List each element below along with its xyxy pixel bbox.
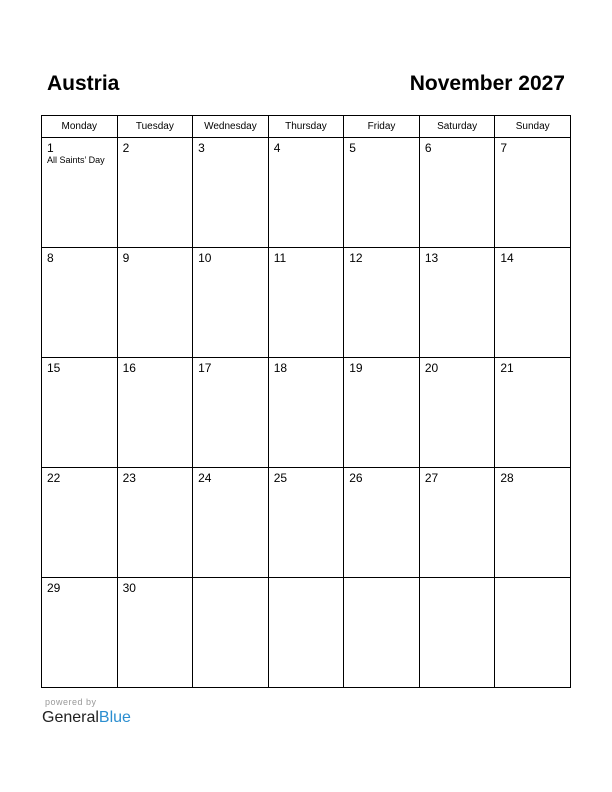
day-cell — [117, 468, 193, 578]
weekday-monday: Monday — [42, 116, 118, 138]
day-cell — [495, 248, 571, 358]
day-number: 11 — [273, 251, 287, 265]
week-row — [42, 248, 571, 358]
day-number: 18 — [273, 361, 288, 375]
day-cell — [344, 578, 420, 688]
day-cell — [42, 578, 118, 688]
day-number: 20 — [424, 361, 439, 375]
country-title: Austria — [47, 72, 120, 95]
day-cell — [344, 248, 420, 358]
day-number: 7 — [500, 141, 508, 155]
day-number: 29 — [47, 581, 61, 595]
day-cell — [495, 468, 571, 578]
day-number: 2 — [122, 141, 130, 155]
brand-general-text: General — [42, 709, 99, 726]
day-cell — [117, 248, 193, 358]
day-cell — [344, 358, 420, 468]
day-number — [193, 578, 268, 581]
day-number: 3 — [198, 141, 205, 155]
month-year-title: November 2027 — [409, 72, 565, 95]
day-number: 15 — [47, 361, 61, 375]
day-number: 14 — [500, 251, 514, 265]
day-cell — [193, 578, 269, 688]
day-number: 24 — [198, 471, 212, 485]
day-number: 9 — [122, 251, 130, 265]
day-cell — [495, 578, 571, 688]
day-cell — [117, 358, 193, 468]
day-cell — [268, 468, 344, 578]
day-number — [420, 578, 495, 581]
day-number: 6 — [424, 141, 432, 155]
week-row — [42, 468, 571, 578]
day-number: 26 — [349, 471, 363, 485]
weekday-sunday: Sunday — [495, 116, 571, 138]
day-number: 1 — [47, 141, 54, 155]
day-cell — [419, 578, 495, 688]
day-number: 30 — [122, 581, 136, 595]
weekday-wednesday: Wednesday — [193, 116, 269, 138]
weekday-thursday: Thursday — [268, 116, 344, 138]
day-cell — [193, 138, 269, 248]
day-cell — [268, 248, 344, 358]
day-number: 13 — [424, 251, 439, 265]
day-number: 4 — [273, 141, 281, 155]
day-cell — [193, 248, 269, 358]
calendar-grid — [41, 115, 571, 688]
day-cell — [268, 578, 344, 688]
day-cell — [42, 358, 118, 468]
day-number: 28 — [500, 471, 514, 485]
day-cell — [419, 468, 495, 578]
holiday-label: All Saints’ Day — [47, 155, 105, 165]
day-cell — [117, 138, 193, 248]
footer-branding — [42, 697, 131, 728]
day-number: 5 — [349, 141, 356, 155]
day-cell — [419, 358, 495, 468]
day-number — [495, 578, 570, 581]
week-row — [42, 578, 571, 688]
day-number: 10 — [198, 251, 212, 265]
day-number: 8 — [47, 251, 54, 265]
day-number: 25 — [273, 471, 288, 485]
day-number — [269, 578, 344, 581]
day-number: 16 — [122, 361, 136, 375]
day-number: 23 — [122, 471, 136, 485]
day-number — [344, 578, 419, 581]
brand-blue-text: Blue — [98, 709, 131, 726]
weekday-saturday: Saturday — [419, 116, 495, 138]
brand-logo[interactable] — [42, 708, 131, 728]
day-cell — [42, 468, 118, 578]
day-cell — [268, 138, 344, 248]
day-number: 19 — [349, 361, 363, 375]
day-cell — [419, 248, 495, 358]
day-number: 17 — [198, 361, 212, 375]
day-cell — [42, 138, 118, 248]
day-cell — [193, 358, 269, 468]
weekday-header-row — [42, 116, 571, 138]
week-row — [42, 138, 571, 248]
weekday-tuesday: Tuesday — [117, 116, 193, 138]
day-number: 27 — [424, 471, 439, 485]
day-number: 21 — [500, 361, 514, 375]
day-cell — [495, 358, 571, 468]
day-number: 22 — [47, 471, 61, 485]
day-cell — [344, 138, 420, 248]
day-cell — [495, 138, 571, 248]
week-row — [42, 358, 571, 468]
powered-by-label: powered by — [45, 697, 97, 707]
day-cell — [117, 578, 193, 688]
day-number: 12 — [349, 251, 363, 265]
day-cell — [42, 248, 118, 358]
day-cell — [344, 468, 420, 578]
day-cell — [419, 138, 495, 248]
weekday-friday: Friday — [344, 116, 420, 138]
day-cell — [268, 358, 344, 468]
day-cell — [193, 468, 269, 578]
